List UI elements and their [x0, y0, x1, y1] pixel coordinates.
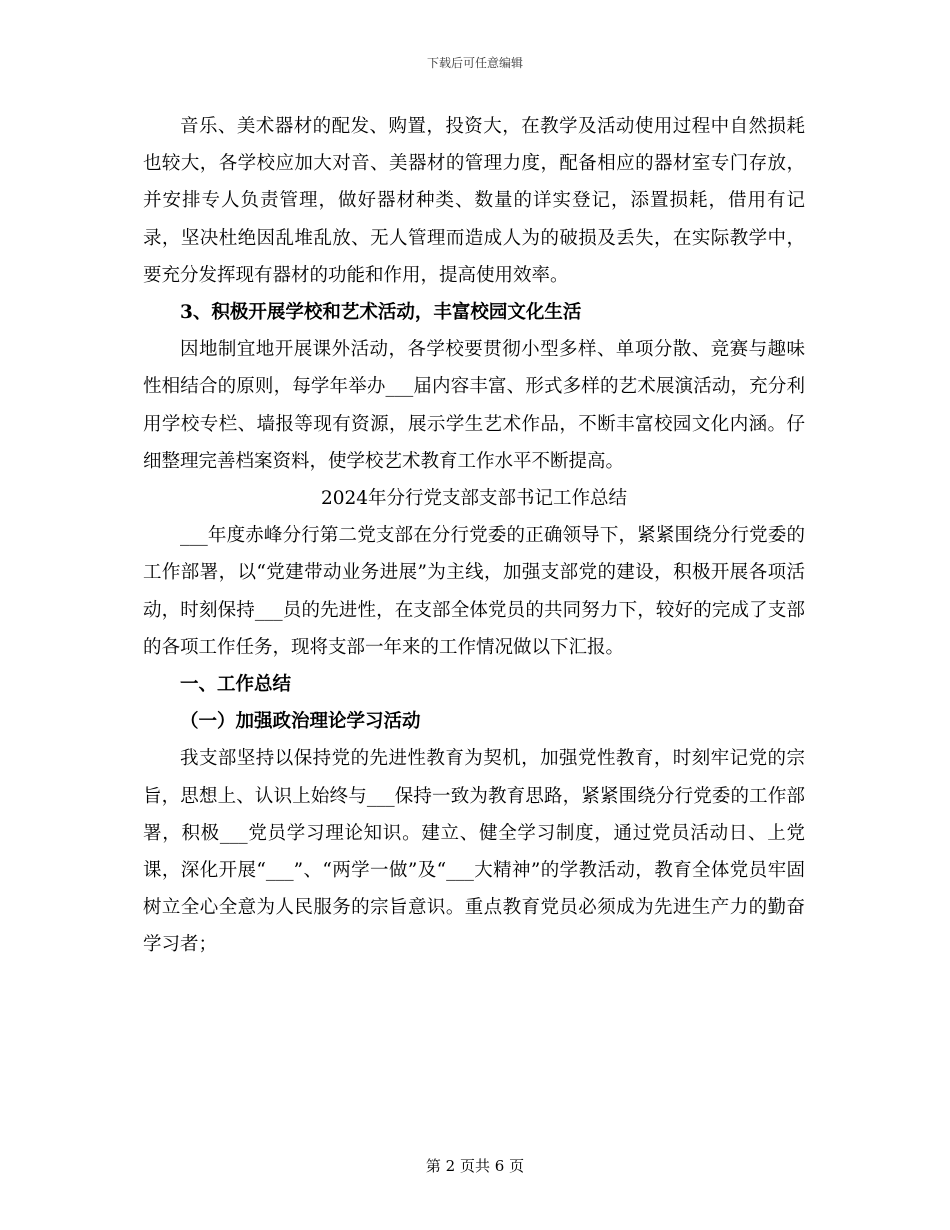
- paragraph-introduction: ___年度赤峰分行第二党支部在分行党委的正确领导下，紧紧围绕分行党委的工作部署，以“党建带动业务进展”为主线，加强支部党的建设，积极开展各项活动，时刻保持___员的先进性，在支部全体党员的共同努力下，较好的完成了支部的各项工作任务，现将支部一年来的工作情况做以下汇报。: [143, 525, 805, 658]
- paragraph-extracurricular-activities: 因地制宜地开展课外活动，各学校要贯彻小型多样、单项分散、竞赛与趣味性相结合的原则，每学年举办___届内容丰富、形式多样的艺术展演活动，充分利用学校专栏、墙报等现有资源，展示学生艺术作品，不断丰富校园文化内涵。仔细整理完善档案资料，使学校艺术教育工作水平不断提高。: [143, 339, 805, 472]
- paragraph-equipment-management: 音乐、美术器材的配发、购置，投资大，在教学及活动使用过程中自然损耗也较大，各学校应加大对音、美器材的管理力度，配备相应的器材室专门存放，并安排专人负责管理，做好器材种类、数量的详实登记，添置损耗，借用有记录，坚决杜绝因乱堆乱放、无人管理而造成人为的破损及丢失，在实际教学中，要充分发挥现有器材的功能和作用，提高使用效率。: [143, 116, 805, 286]
- document-title: 2024年分行党支部支部书记工作总结: [320, 488, 628, 510]
- section-heading-art-activities: 3、积极开展学校和艺术活动，丰富校园文化生活: [180, 302, 582, 324]
- document-body: [143, 108, 805, 964]
- paragraph-political-study: 我支部坚持以保持党的先进性教育为契机，加强党性教育，时刻牢记党的宗旨，思想上、认识上始终与___保持一致为教育思路，紧紧围绕分行党委的工作部署，积极___党员学习理论知识。建立、健全学习制度，通过党员活动日、上党课，深化开展“___”、“两学一做”及“___大精神”的学教活动，教育全体党员牢固树立全心全意为人民服务的宗旨意识。重点教育党员必须成为先进生产力的勤奋学习者；: [143, 748, 805, 956]
- page-header: 下载后可任意编辑: [426, 56, 523, 70]
- page-footer: 第 2 页共 6 页: [425, 1157, 525, 1175]
- section-heading-work-summary: 一、工作总结: [180, 674, 292, 696]
- subsection-heading-political-study: （一）加强政治理论学习活动: [180, 711, 421, 733]
